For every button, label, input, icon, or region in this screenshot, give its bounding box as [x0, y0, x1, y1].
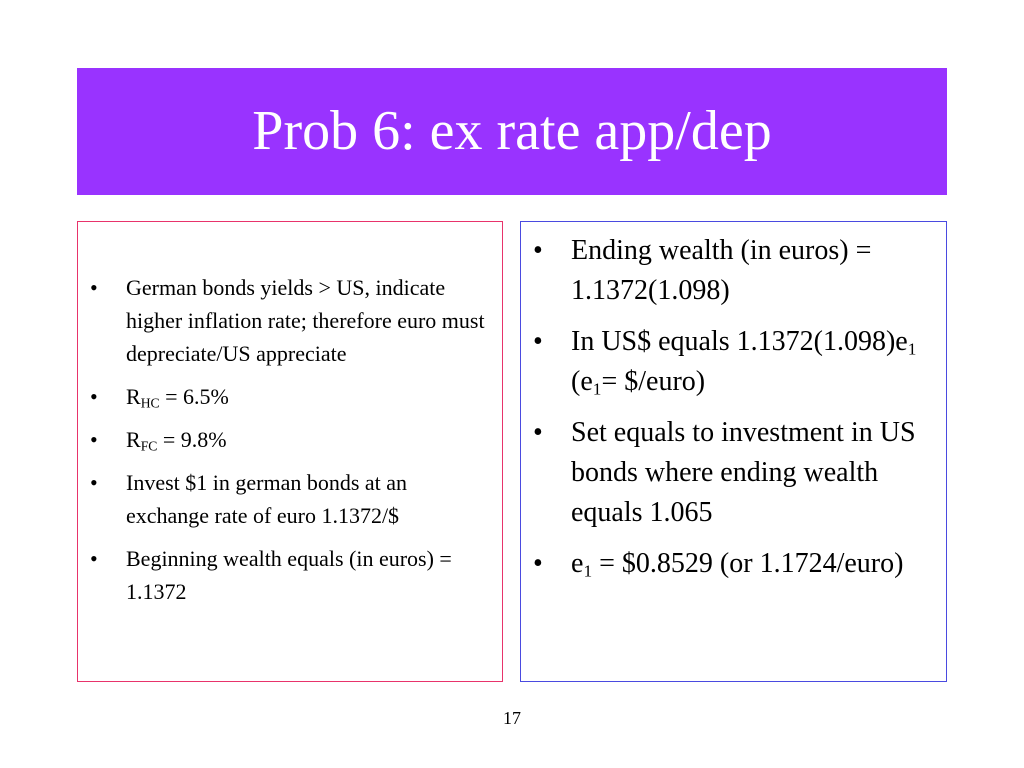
- bullet-icon: •: [90, 470, 98, 495]
- bullet-icon: •: [533, 235, 543, 266]
- bullet-text: Invest $1 in german bonds at an exchange rate of euro 1.1372/$: [126, 470, 408, 528]
- rate-value: = 9.8%: [157, 427, 227, 452]
- bullet-text: In US$ equals 1.1372(1.098)e: [571, 326, 908, 357]
- list-item: [90, 423, 490, 456]
- right-bullet-list: [533, 231, 943, 595]
- bullet-icon: •: [90, 546, 98, 571]
- list-item: [90, 271, 490, 370]
- exchange-rate-subscript: 1: [907, 339, 917, 359]
- exchange-rate-subscript: 1: [592, 379, 602, 399]
- slide-title: Prob 6: ex rate app/dep: [252, 99, 772, 162]
- rate-value: = 6.5%: [159, 384, 229, 409]
- bullet-text: Set equals to investment in US bonds where ending wealth equals 1.065: [571, 417, 916, 528]
- bullet-text: (e: [571, 366, 593, 397]
- rate-symbol: R: [126, 384, 141, 409]
- bullet-text: = $/euro): [601, 366, 706, 397]
- list-item: [533, 231, 943, 311]
- left-bullet-list: [90, 271, 490, 618]
- bullet-icon: •: [90, 427, 98, 452]
- bullet-icon: •: [533, 417, 543, 448]
- rate-subscript: HC: [140, 395, 160, 411]
- rate-symbol: R: [126, 427, 141, 452]
- title-banner: [77, 68, 947, 195]
- right-text-panel: [520, 221, 947, 682]
- bullet-icon: •: [533, 326, 543, 357]
- list-item: [533, 413, 943, 533]
- page-number: 17: [503, 708, 521, 728]
- exchange-rate-subscript: 1: [583, 561, 593, 581]
- bullet-icon: •: [533, 548, 543, 579]
- bullet-text: German bonds yields > US, indicate higher inflation rate; therefore euro must depreciate/US appreciate: [126, 275, 485, 366]
- exchange-rate-symbol: e: [571, 548, 584, 579]
- list-item: [90, 466, 490, 532]
- left-text-panel: [77, 221, 503, 682]
- list-item: [533, 322, 943, 402]
- rate-subscript: FC: [140, 438, 158, 454]
- bullet-icon: •: [90, 384, 98, 409]
- bullet-text: Beginning wealth equals (in euros) = 1.1372: [126, 546, 452, 604]
- bullet-icon: •: [90, 275, 98, 300]
- list-item: [90, 380, 490, 413]
- bullet-text: Ending wealth (in euros) = 1.1372(1.098): [571, 235, 872, 306]
- list-item: [533, 544, 943, 584]
- bullet-text: = $0.8529 (or 1.1724/euro): [592, 548, 904, 579]
- list-item: [90, 542, 490, 608]
